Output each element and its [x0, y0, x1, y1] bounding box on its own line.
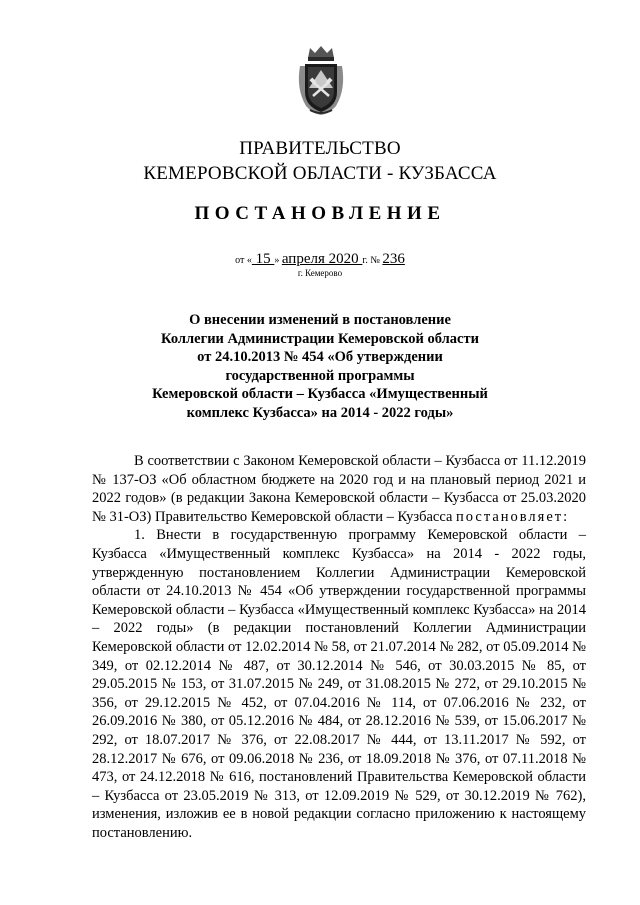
document-number: 236	[382, 251, 405, 267]
paragraph-item-1: 1. Внести в государственную программу Кемеровской области – Кузбасса «Имущественный комплекс Кузбасса» на 2014 - 2022 годы, утвержденную постановлением Коллегии Администрации Кемеровской области от 24.10.2013 № 454 «Об утверждении государственной программы Кемеровской области – Кузбасса «Имущественный комплекс Кузбасса» на 2014 – 2022 годы» (в редакции постановлений Коллегии Администрации Кемеровской области от 12.02.2014 № 58, от 21.07.2014 № 282, от 05.09.2014 № 349, от 02.12.2014 № 487, от 30.12.2014 № 546, от 30.03.2015 № 85, от 29.05.2015 № 153, от 31.07.2015 № 249, от 31.08.2015 № 272, от 29.10.2015 № 356, от 29.12.2015 № 452, от 07.04.2016 № 114, от 07.06.2016 № 232, от 26.09.2016 № 380, от 05.12.2016 № 484, от 28.12.2016 № 539, от 15.06.2017 № 292, от 18.07.2017 № 376, от 22.08.2017 № 444, от 13.11.2017 № 592, от 28.12.2017 № 676, от 09.06.2018 № 236, от 18.09.2018 № 376, от 07.11.2018 № 473, от 24.12.2018 № 616, постановлений Правительства Кемеровской области – Кузбасса от 23.05.2019 № 313, от 12.09.2019 № 529, от 30.12.2019 № 762), изменения, изложив ее в новой редакции согласно приложению к настоящему постановлению.	[92, 527, 586, 841]
title-line: от 24.10.2013 № 454 «Об утверждении	[197, 349, 443, 366]
date-day: 15	[251, 251, 275, 267]
paragraph-preamble	[92, 452, 586, 526]
document-body	[92, 452, 586, 842]
document-title	[0, 311, 640, 423]
title-line: О внесении изменений в постановление	[189, 312, 451, 328]
kuzbass-coat-of-arms-icon	[296, 44, 346, 116]
resolves-word: постановляет:	[456, 508, 570, 525]
date-mid: »	[274, 255, 282, 266]
title-line: Кемеровской области – Кузбасса «Имущественный	[152, 386, 488, 403]
title-line: комплекс Кузбасса» на 2014 - 2022 годы»	[186, 404, 454, 421]
title-line: государственной программы	[225, 367, 415, 384]
date-g: г. №	[362, 255, 383, 266]
date-prefix: от «	[235, 255, 252, 266]
preamble-text: В соответствии с Законом Кемеровской области – Кузбасса от 11.12.2019 № 137-ОЗ «Об областном бюджете на 2020 год и на плановый период 2021 и 2022 годов» (в редакции Закона Кемеровской области – Кузбасса от 25.03.2020 № 31-ОЗ) Правительство Кемеровской области – Кузбасса	[92, 453, 586, 525]
date-month-year: апреля 2020	[281, 251, 363, 267]
government-name-line2: КЕМЕРОВСКОЙ ОБЛАСТИ - КУЗБАССА	[143, 163, 497, 184]
document-type: ПОСТАНОВЛЕНИЕ	[194, 203, 446, 224]
title-line: Коллегии Администрации Кемеровской области	[161, 330, 479, 347]
date-number-line	[0, 251, 640, 268]
government-name-line1: ПРАВИТЕЛЬСТВО	[239, 138, 401, 159]
city: г. Кемерово	[297, 268, 343, 278]
